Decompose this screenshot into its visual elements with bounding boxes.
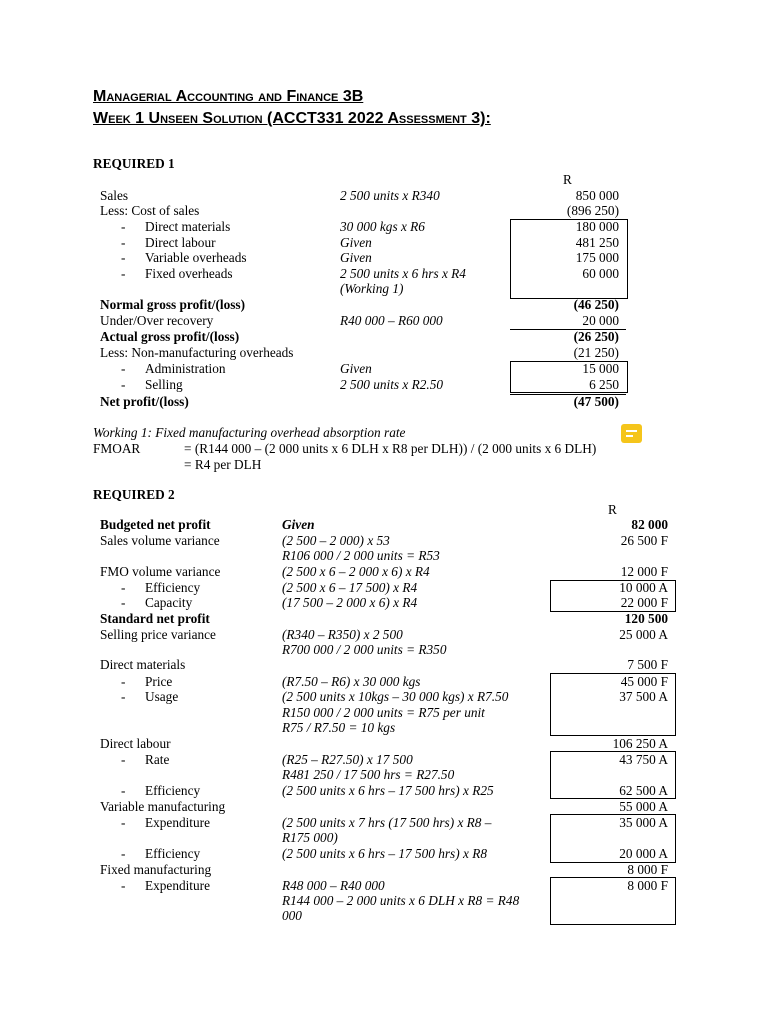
variance-calculation: (2 500 units x 6 hrs – 17 500 hrs) x R25 <box>282 783 494 798</box>
line-item-label: Actual gross profit/(loss) <box>100 329 240 344</box>
line-item-calculation: 30 000 kgs x R6 <box>340 219 425 234</box>
line-item-calculation: Given <box>340 235 372 250</box>
working-1-title: Working 1: Fixed manufacturing overhead absorption rate <box>93 425 406 440</box>
variance-amount: 120 500 <box>624 611 668 626</box>
variance-amount: 55 000 A <box>619 799 668 814</box>
variance-amount: 25 000 A <box>619 627 668 642</box>
variance-label: Expenditure <box>145 878 210 893</box>
line-item-amount: 481 250 <box>575 235 619 250</box>
variance-label: Efficiency <box>145 783 201 798</box>
line-item-amount: (47 500) <box>573 394 619 409</box>
variance-calculation: (R7.50 – R6) x 30 000 kgs <box>282 674 421 689</box>
variance-calculation: R481 250 / 17 500 hrs = R27.50 <box>282 767 455 782</box>
document-title: Managerial Accounting and Finance 3B <box>93 88 364 105</box>
bullet-dash: - <box>121 235 126 250</box>
line-item-calculation: 2 500 units x R2.50 <box>340 377 444 392</box>
fmoar-result: = R4 per DLH <box>184 457 262 472</box>
required-1-heading: REQUIRED 1 <box>93 156 175 171</box>
bullet-dash: - <box>121 674 126 689</box>
variance-amount: 106 250 A <box>612 736 668 751</box>
line-item-label: Less: Cost of sales <box>100 203 200 218</box>
variance-calculation: R150 000 / 2 000 units = R75 per unit <box>282 705 485 720</box>
variance-calculation: R175 000) <box>282 830 338 845</box>
labour-variance-box <box>550 751 676 799</box>
line-item-amount: 20 000 <box>582 313 619 328</box>
currency-header: R <box>608 502 617 517</box>
variance-amount: 43 750 A <box>619 752 668 767</box>
variance-label: Usage <box>145 689 179 704</box>
variance-calculation: R700 000 / 2 000 units = R350 <box>282 642 447 657</box>
variance-calculation: (R25 – R27.50) x 17 500 <box>282 752 413 767</box>
line-item-label: Administration <box>145 361 226 376</box>
variance-amount: 20 000 A <box>619 846 668 861</box>
line-item-amount: (46 250) <box>573 297 619 312</box>
required-2-heading: REQUIRED 2 <box>93 487 175 502</box>
variable-variance-box <box>550 814 676 863</box>
variance-amount: 35 000 A <box>619 815 668 830</box>
subtotal-rule <box>510 329 626 330</box>
line-item-amount: (26 250) <box>573 329 619 344</box>
materials-variance-box <box>550 673 676 736</box>
comment-icon[interactable] <box>621 424 642 443</box>
bullet-dash: - <box>121 689 126 704</box>
variance-label: Sales volume variance <box>100 533 220 548</box>
line-item-calculation: Given <box>340 361 372 376</box>
variance-calculation: (2 500 units x 6 hrs – 17 500 hrs) x R8 <box>282 846 487 861</box>
variance-calculation: (2 500 x 6 – 2 000 x 6) x R4 <box>282 564 430 579</box>
variance-calculation: (17 500 – 2 000 x 6) x R4 <box>282 595 418 610</box>
variance-label: Fixed manufacturing <box>100 862 212 877</box>
variance-label: Efficiency <box>145 580 201 595</box>
line-item-amount: 180 000 <box>575 219 619 234</box>
line-item-label: Direct materials <box>145 219 231 234</box>
variance-label: Direct labour <box>100 736 171 751</box>
variance-calculation: (2 500 units x 10kgs – 30 000 kgs) x R7.50 <box>282 689 509 704</box>
variance-amount: 10 000 A <box>619 580 668 595</box>
line-item-label: Direct labour <box>145 235 216 250</box>
line-item-amount: 15 000 <box>582 361 619 376</box>
fixed-variance-box <box>550 877 676 925</box>
line-item-amount: 175 000 <box>575 250 619 265</box>
line-item-label: Fixed overheads <box>145 266 233 281</box>
variance-amount: 8 000 F <box>627 862 668 877</box>
bullet-dash: - <box>121 846 126 861</box>
bullet-dash: - <box>121 580 126 595</box>
variance-label: Standard net profit <box>100 611 210 626</box>
variance-label: Selling price variance <box>100 627 216 642</box>
variance-label: Rate <box>145 752 170 767</box>
line-item-label: Under/Over recovery <box>100 313 214 328</box>
bullet-dash: - <box>121 361 126 376</box>
line-item-amount: (21 250) <box>573 345 619 360</box>
variance-label: Efficiency <box>145 846 201 861</box>
variance-label: Capacity <box>145 595 193 610</box>
variance-calculation: R75 / R7.50 = 10 kgs <box>282 720 396 735</box>
line-item-label: Selling <box>145 377 183 392</box>
line-item-calculation: 2 500 units x R340 <box>340 188 440 203</box>
variance-amount: 7 500 F <box>627 657 668 672</box>
overheads-box <box>510 361 628 393</box>
variance-calculation: R106 000 / 2 000 units = R53 <box>282 548 440 563</box>
line-item-label: Variable overheads <box>145 250 247 265</box>
variance-label: Price <box>145 674 173 689</box>
variance-label: Direct materials <box>100 657 186 672</box>
variance-calculation: (2 500 units x 7 hrs (17 500 hrs) x R8 – <box>282 815 492 830</box>
bullet-dash: - <box>121 266 126 281</box>
variance-amount: 22 000 F <box>620 595 668 610</box>
fmoar-formula: = (R144 000 – (2 000 units x 6 DLH x R8 per DLH)) / (2 000 units x 6 DLH) <box>184 441 597 456</box>
variance-amount: 82 000 <box>631 517 668 532</box>
total-rule <box>510 394 626 395</box>
line-item-label: Normal gross profit/(loss) <box>100 297 246 312</box>
bullet-dash: - <box>121 377 126 392</box>
variance-calculation: (R340 – R350) x 2 500 <box>282 627 403 642</box>
variance-calculation: (2 500 x 6 – 17 500) x R4 <box>282 580 418 595</box>
fmo-variance-box <box>550 580 676 612</box>
variance-amount: 62 500 A <box>619 783 668 798</box>
variance-amount: 45 000 F <box>620 674 668 689</box>
bullet-dash: - <box>121 250 126 265</box>
variance-label: Variable manufacturing <box>100 799 226 814</box>
line-item-label: Net profit/(loss) <box>100 394 189 409</box>
line-item-amount: (896 250) <box>566 203 619 218</box>
bullet-dash: - <box>121 219 126 234</box>
bullet-dash: - <box>121 878 126 893</box>
variance-calculation: Given <box>282 517 315 532</box>
line-item-calculation: R40 000 – R60 000 <box>340 313 443 328</box>
variance-calculation: R144 000 – 2 000 units x 6 DLH x R8 = R48 <box>282 893 520 908</box>
line-item-amount: 850 000 <box>575 188 619 203</box>
line-item-calculation: 2 500 units x 6 hrs x R4 <box>340 266 466 281</box>
line-item-label: Less: Non-manufacturing overheads <box>100 345 294 360</box>
document-subtitle: Week 1 Unseen Solution (ACCT331 2022 Assessment 3): <box>93 110 491 127</box>
currency-header: R <box>563 172 572 187</box>
cost-of-sales-box <box>510 219 628 299</box>
variance-calculation: R48 000 – R40 000 <box>282 878 385 893</box>
bullet-dash: - <box>121 595 126 610</box>
variance-amount: 37 500 A <box>619 689 668 704</box>
variance-label: Expenditure <box>145 815 210 830</box>
line-item-label: Sales <box>100 188 129 203</box>
fmoar-label: FMOAR <box>93 441 141 456</box>
line-item-amount: 60 000 <box>582 266 619 281</box>
bullet-dash: - <box>121 815 126 830</box>
variance-calculation: 000 <box>282 908 302 923</box>
variance-calculation: (2 500 – 2 000) x 53 <box>282 533 390 548</box>
variance-amount: 26 500 F <box>620 533 668 548</box>
bullet-dash: - <box>121 783 126 798</box>
variance-label: Budgeted net profit <box>100 517 211 532</box>
variance-amount: 8 000 F <box>627 878 668 893</box>
bullet-dash: - <box>121 752 126 767</box>
line-item-calculation: (Working 1) <box>340 281 404 296</box>
line-item-calculation: Given <box>340 250 372 265</box>
variance-amount: 12 000 F <box>620 564 668 579</box>
line-item-amount: 6 250 <box>589 377 619 392</box>
variance-label: FMO volume variance <box>100 564 221 579</box>
